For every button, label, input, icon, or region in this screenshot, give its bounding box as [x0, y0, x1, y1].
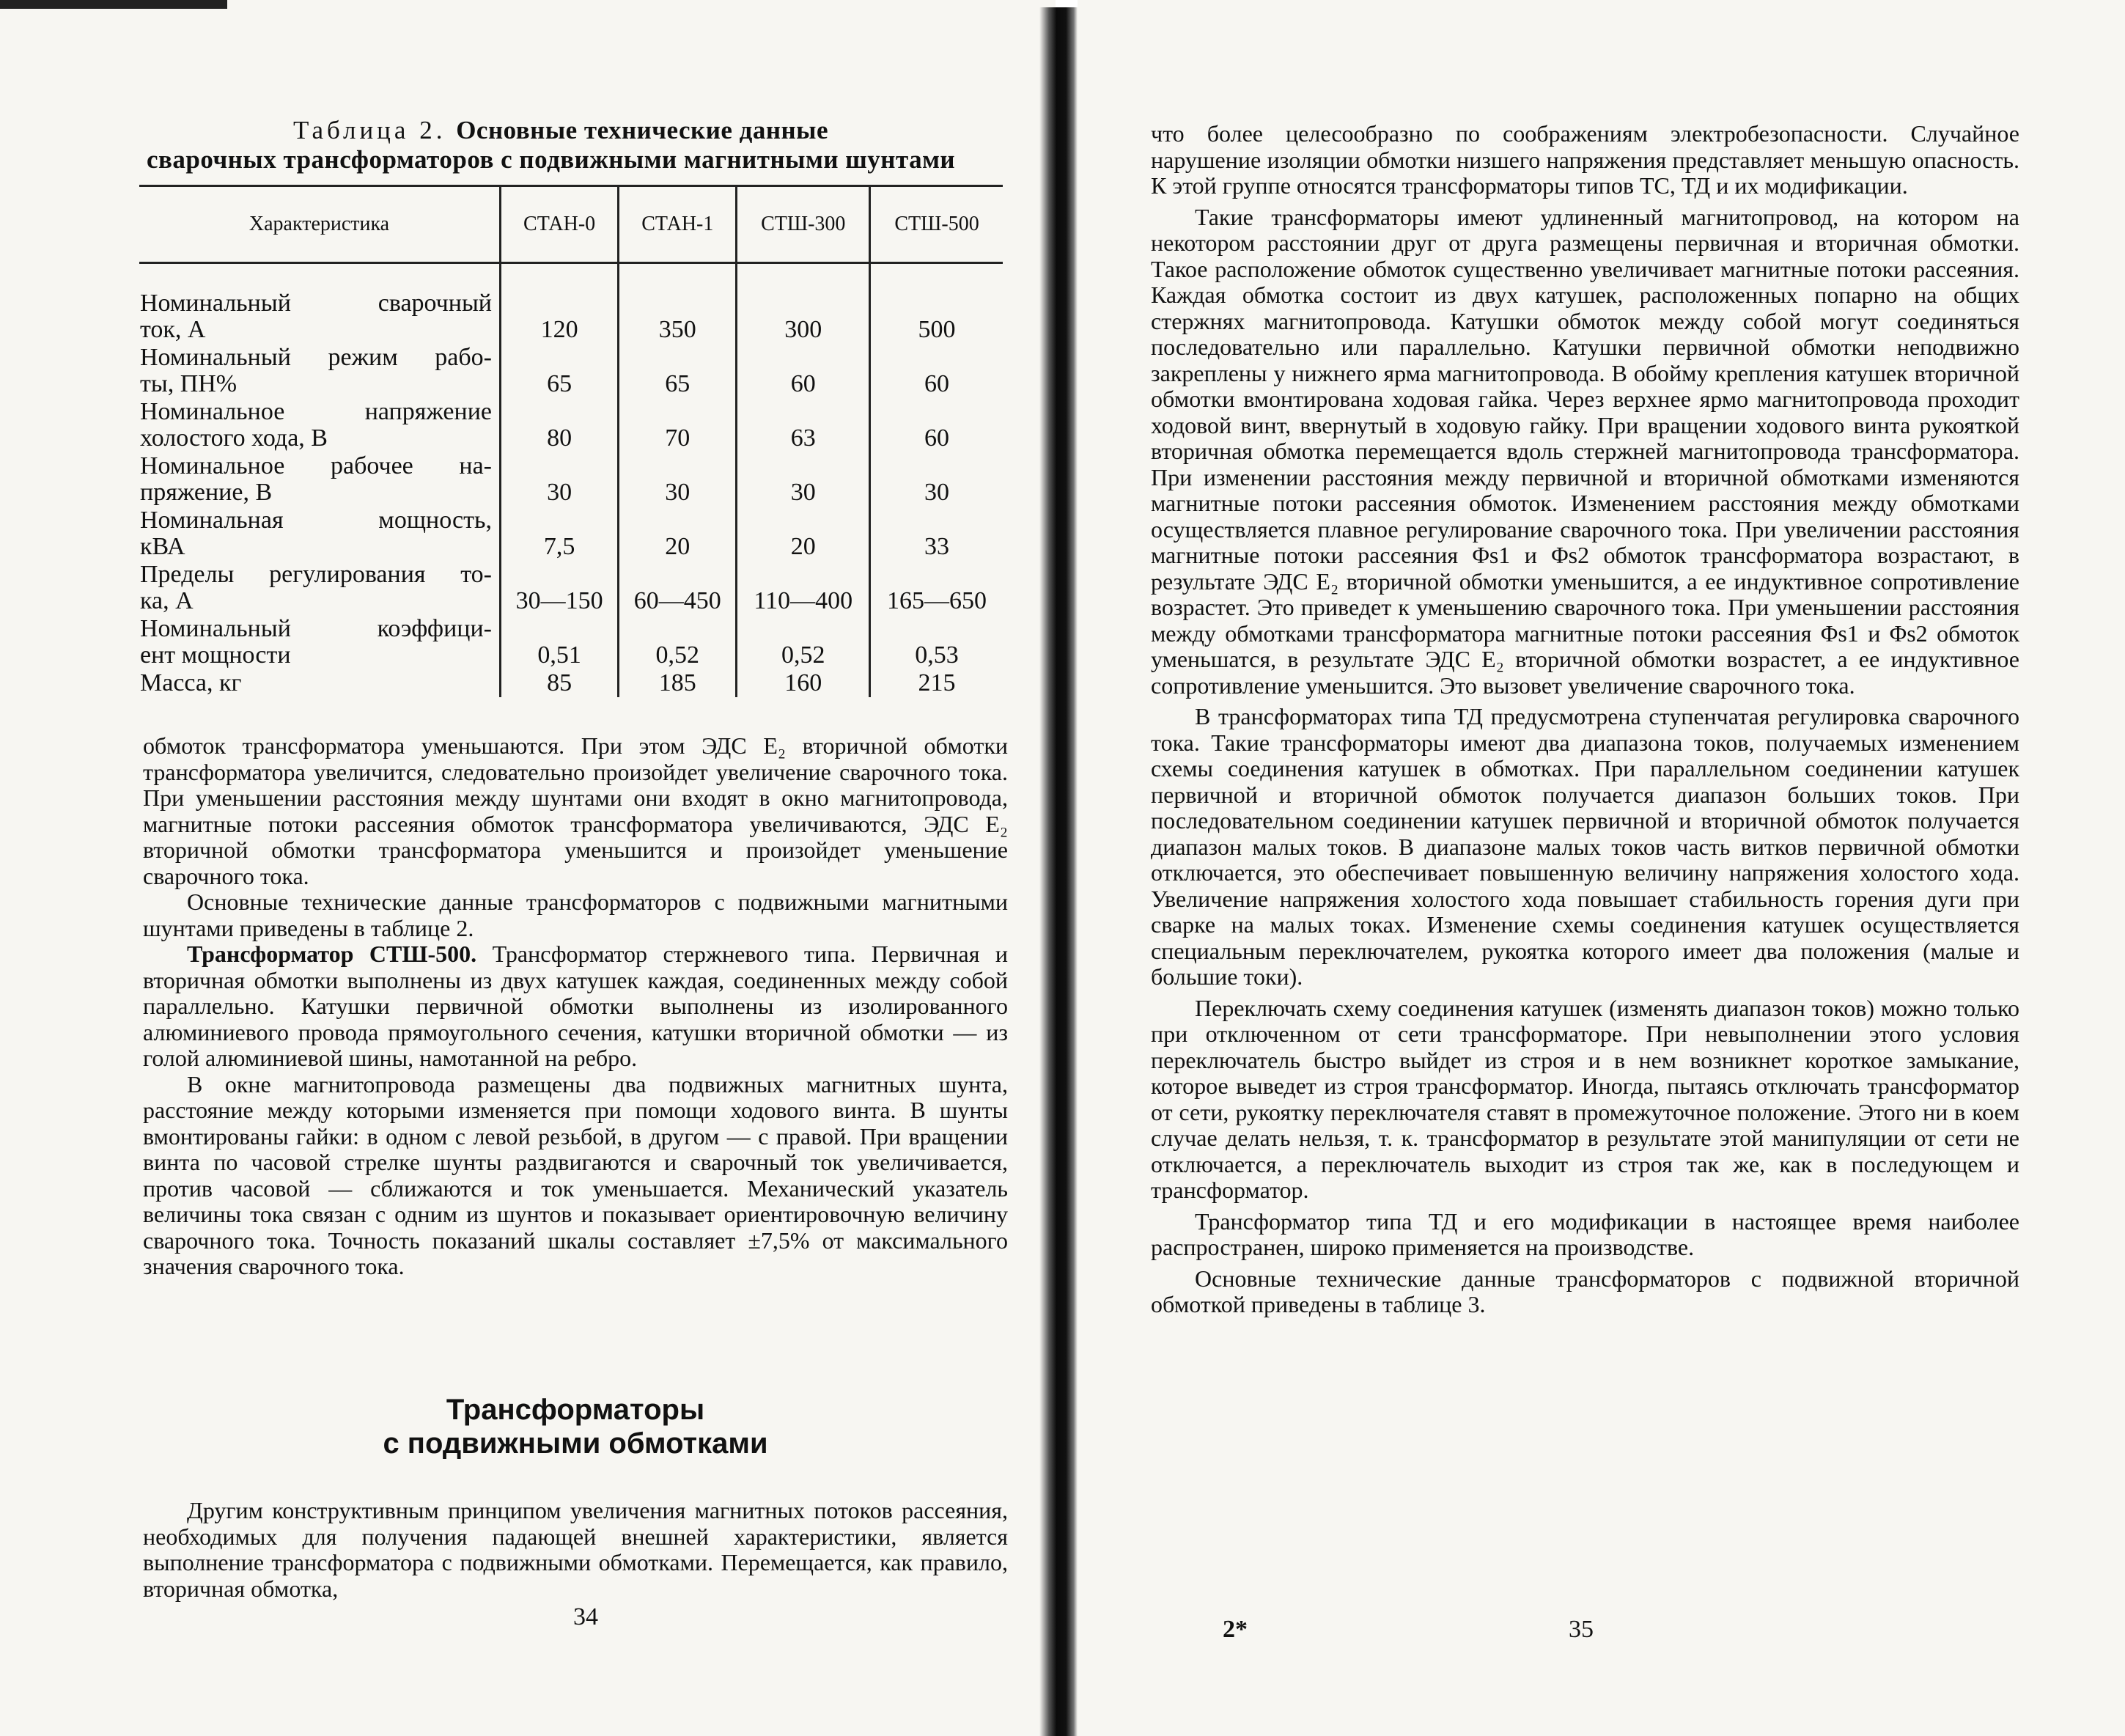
- value-cell: 30: [501, 452, 619, 507]
- run-in-heading: Трансформатор СТШ-500.: [187, 941, 477, 967]
- value-cell: 110—400: [737, 561, 870, 615]
- section-heading: Трансформаторы с подвижными обмотками: [383, 1394, 768, 1460]
- column-header: СТАН-0: [501, 186, 619, 263]
- table-row: [139, 452, 1003, 507]
- param-cell: Номинальное напряжение холостого хода, В: [140, 398, 492, 452]
- paragraph: что более целесообразно по соображениям электробезопасности. Случайное нарушение изоляции обмотки низшего напряжения представляет меньшую опасность. К этой группе относятся трансформаторы типов ТС, ТД и их модификации.: [1151, 120, 2019, 199]
- paragraph: Трансформатор СТШ-500. Трансформатор стержневого типа. Первичная и вторичная обмотки выполнены из двух катушек каждая, соединенных между собой параллельно. Катушки первичной обмотки выполнены из изолированного алюминиевого провода прямоугольного сечения, катушки вторичной обмотки — из голой алюминиевой шины, намотанной на ребро.: [143, 941, 1009, 1071]
- value-cell: 350: [619, 263, 737, 345]
- right-body-text: [1151, 121, 2019, 1323]
- book-spine-shadow: [1039, 7, 1078, 1736]
- value-cell: 500: [870, 263, 1003, 345]
- table-row: [139, 561, 1003, 615]
- table-header-row: [139, 186, 1003, 263]
- value-cell: 80: [501, 398, 619, 452]
- column-header: Характеристика: [139, 186, 501, 263]
- value-cell: 60: [870, 344, 1003, 398]
- table-row: [139, 344, 1003, 398]
- value-cell: 30—150: [501, 561, 619, 615]
- value-cell: 165—650: [870, 561, 1003, 615]
- table-caption-label: Таблица 2.: [293, 116, 446, 144]
- column-header: СТШ-500: [870, 186, 1003, 263]
- table-row: [139, 507, 1003, 561]
- value-cell: 215: [870, 669, 1003, 697]
- column-header: СТШ-300: [737, 186, 870, 263]
- table-row: [139, 669, 1003, 697]
- value-cell: 185: [619, 669, 737, 697]
- value-cell: 85: [501, 669, 619, 697]
- table-row: [139, 615, 1003, 669]
- column-header: СТАН-1: [619, 186, 737, 263]
- value-cell: 20: [619, 507, 737, 561]
- value-cell: 65: [619, 344, 737, 398]
- param-cell: Масса, кг: [140, 669, 242, 696]
- page-number-left: 34: [573, 1603, 598, 1630]
- specs-table: [139, 185, 1003, 697]
- table-caption: [147, 116, 990, 174]
- value-cell: 20: [737, 507, 870, 561]
- paragraph: Другим конструктивным принципом увеличения магнитных потоков рассеяния, необходимых для получения падающей внешней характеристики, является выполнение трансформатора с подвижными обмотками. Перемещается, как правило, вторичная обмотка,: [143, 1497, 1008, 1602]
- value-cell: 0,53: [870, 615, 1003, 669]
- value-cell: 7,5: [501, 507, 619, 561]
- value-cell: 60—450: [619, 561, 737, 615]
- param-cell: Пределы регулирования то- ка, А: [140, 561, 492, 614]
- table-row: [139, 263, 1003, 345]
- param-cell: Номинальная мощность, кВА: [140, 507, 492, 560]
- paragraph: В окне магнитопровода размещены два подвижных магнитных шунта, расстояние между которыми изменяется при помощи ходового винта. В шунты вмонтированы гайки: в одном с левой резьбой, в другом — с правой. При вращении винта по часовой стрелке шунты раздвигаются и сварочный ток увеличивается, против часовой — сближаются и ток уменьшается. Механический указатель величины тока связан с одним из шунтов и показывает ориентировочную величину сварочного тока. Точность показаний шкалы составляет ±7,5% от максимального значения сварочного тока.: [143, 1070, 1008, 1279]
- page-number-right: 35: [1569, 1616, 1594, 1643]
- paragraph: Переключать схему соединения катушек (изменять диапазон токов) можно только при отключенном от сети трансформаторе. При невыполнении этого условия переключатель быстро выйдет из строя и в нем возникнет короткое замыкание, которое выведет из строя трансформатор. Иногда, пытаясь отключать трансформатор от сети, рукоятку переключателя ставят в промежуточное положение. Этого ни в коем случае делать нельзя, т. к. трансформатор в результате этой манипуляции от сети не отключается, а переключатель выходит из строя так же, как в последующем и трансформатор.: [1151, 994, 2019, 1203]
- param-cell: Номинальный коэффици- ент мощности: [140, 615, 492, 669]
- value-cell: 65: [501, 344, 619, 398]
- value-cell: 0,52: [619, 615, 737, 669]
- left-section-text: [143, 1498, 1008, 1602]
- table-row: [139, 398, 1003, 452]
- value-cell: 160: [737, 669, 870, 697]
- signature-mark: 2*: [1223, 1616, 1248, 1643]
- value-cell: 120: [501, 263, 619, 345]
- value-cell: 60: [737, 344, 870, 398]
- value-cell: 30: [619, 452, 737, 507]
- value-cell: 63: [737, 398, 870, 452]
- value-cell: 300: [737, 263, 870, 345]
- value-cell: 0,52: [737, 615, 870, 669]
- param-cell: Номинальное рабочее на- пряжение, В: [140, 452, 492, 506]
- table-caption-title-line2: сварочных трансформаторов с подвижными магнитными шунтами: [147, 145, 956, 174]
- value-cell: 60: [870, 398, 1003, 452]
- value-cell: 33: [870, 507, 1003, 561]
- param-cell: Номинальный сварочный ток, А: [140, 290, 492, 343]
- value-cell: 0,51: [501, 615, 619, 669]
- top-edge-mark: [0, 0, 227, 9]
- table-caption-title-line1: Основные технические данные: [456, 116, 829, 144]
- value-cell: 70: [619, 398, 737, 452]
- paragraph: Основные технические данные трансформаторов с подвижными магнитными шунтами приведены в таблице 2.: [143, 889, 1008, 941]
- value-cell: 30: [870, 452, 1003, 507]
- param-cell: Номинальный режим рабо- ты, ПН%: [140, 344, 492, 397]
- paragraph: Трансформатор типа ТД и его модификации в настоящее время наиболее распространен, широко применяется на производстве.: [1151, 1207, 2019, 1260]
- paragraph: Основные технические данные трансформаторов с подвижной вторичной обмоткой приведены в таблице 3.: [1151, 1265, 2019, 1317]
- paragraph: Такие трансформаторы имеют удлиненный магнитопровод, на котором на некотором расстоянии друг от друга размещены первичная и вторичная обмотки. Такое расположение обмоток существенно увеличивает магнитные потоки рассеяния. Каждая обмотка состоит из двух катушек, расположенных попарно на общих стержнях магнитопровода. Катушки обмоток между собой могут соединяться последовательно или параллельно. Катушки первичной обмотки неподвижно закреплены у нижнего ярма магнитопровода. В обойму крепления катушек вторичной обмотки вмонтирована ходовая гайка. Через верхнее ярмо магнитопровода проходит ходовой винт, ввернутый в ходовую гайку. При вращении ходового винта рукояткой вторичная обмотка перемещается вдоль стержней магнитопровода трансформатора. При изменении расстояния между первичной и вторичной обмотками изменяются магнитные потоки рассеяния обмоток. Изменением расстояния между обмотками осуществляется плавное регулирование сварочного тока. При увеличении расстояния магнитные потоки рассеяния Φs1 и Φs2 обмоток трансформатора возрастают, в результате ЭДС E₂ вторичной обмотки уменьшится, а ее индуктивное сопротивление возрастет. Это приведет к уменьшению сварочного тока. При уменьшении расстояния между обмотками трансформатора магнитные потоки рассеяния Φs1 и Φs2 обмоток уменьшатся, в результате ЭДС E₂ вторичной обмотки возрастет, а ее индуктивное сопротивление уменьшится. Это вызовет увеличение сварочного тока.: [1151, 203, 2019, 699]
- paragraph: обмоток трансформатора уменьшаются. При этом ЭДС E₂ вторичной обмотки трансформатора увеличится, следовательно произойдет увеличение сварочного тока. При уменьшении расстояния между шунтами они входят в окно магнитопровода, магнитные потоки рассеяния обмоток трансформатора увеличиваются, ЭДС E₂ вторичной обмотки трансформатора уменьшится и произойдет уменьшение сварочного тока.: [143, 732, 1008, 889]
- paragraph: В трансформаторах типа ТД предусмотрена ступенчатая регулировка сварочного тока. Такие трансформаторы имеют два диапазона токов, получаемых изменением схемы соединения катушек в обмотках. При параллельном соединении катушек первичной и вторичной обмоток получается диапазон больших токов. При последовательном соединении катушек первичной и вторичной обмоток получается диапазон малых токов. В диапазоне малых токов часть витков первичной обмотки отключается, это обеспечивает повышенную величину напряжения холостого хода. Увеличение напряжения холостого хода повышает стабильность горения дуги при сварке на малых токах. Изменение схемы соединения катушек осуществляется специальным переключателем, рукоятка которого имеет два положения (малые и большие токи).: [1151, 703, 2019, 990]
- left-body-text: [143, 733, 1008, 1280]
- value-cell: 30: [737, 452, 870, 507]
